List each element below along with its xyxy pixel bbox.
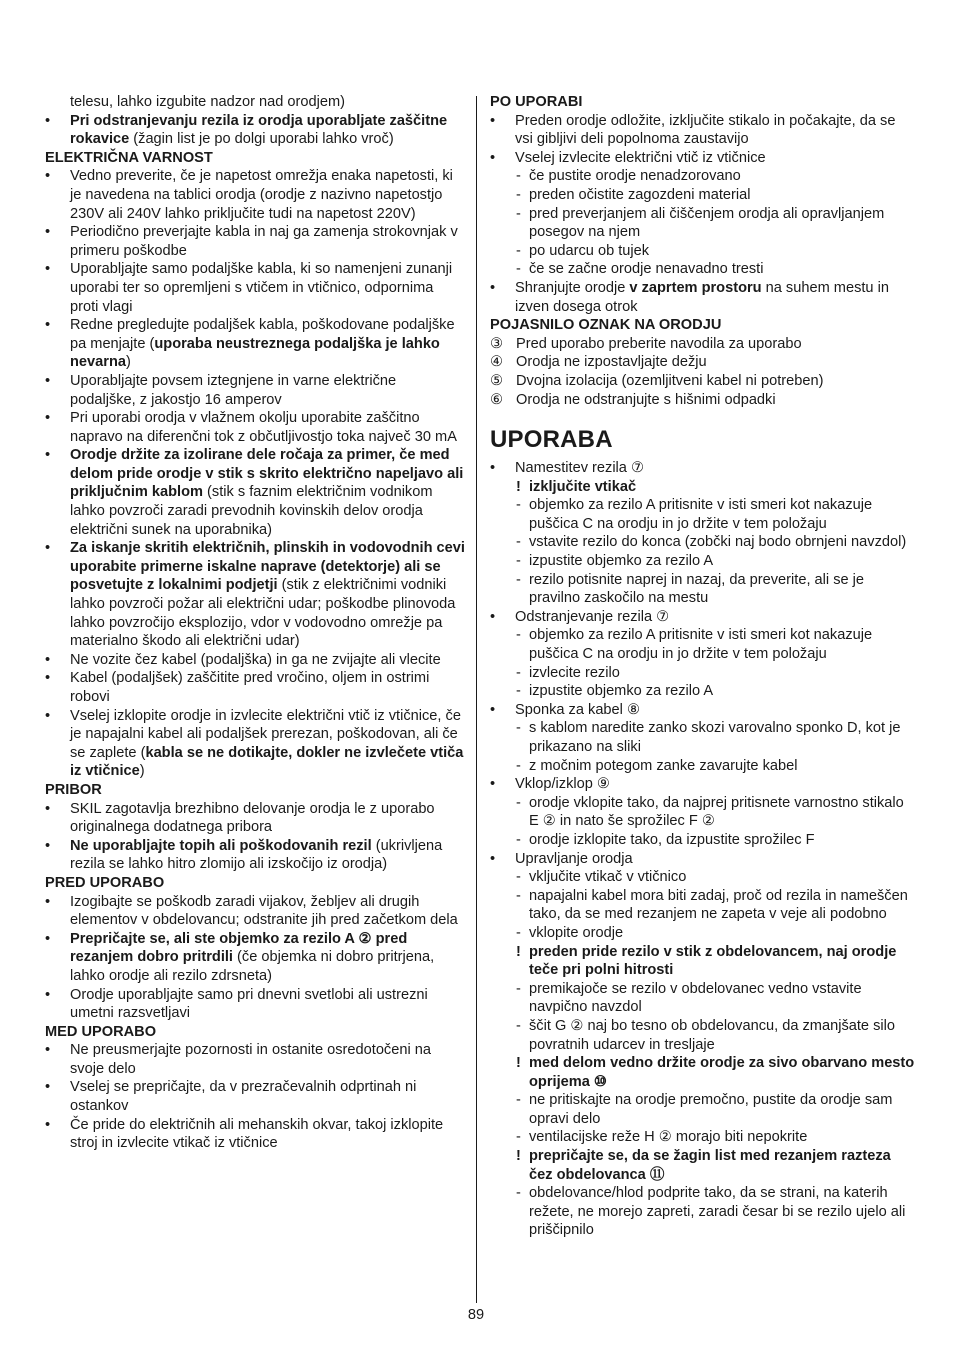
list-item: • Vklop/izklop ⑨: [490, 776, 611, 793]
list-item: • Periodično preverjajte kabla in naj ga zamenja strokovnjak v primeru poškodbe: [45, 224, 458, 259]
list-item: • Preden orodje odložite, izključite stikalo in počakajte, da se vsi gibljivi deli popolnoma zaustavijo: [490, 112, 896, 148]
list-item: • SKIL zagotavlja brezhibno delovanje orodja le z uporabo originalnega dodatnega pribora: [45, 800, 435, 836]
sub-item: - orodje izklopite tako, da izpustite sprožilec F: [516, 831, 815, 848]
sub-item: - pred preverjanjem ali čiščenjem orodja ali opravljanjem posegov na njem: [516, 205, 885, 241]
bullet: •: [45, 168, 51, 185]
bullet: •: [45, 670, 51, 687]
sub-item: - izpustite objemko za rezilo A: [516, 553, 714, 570]
bullet: •: [490, 701, 496, 718]
list-item: • Vselej izvlecite električni vtič iz vtičnice: [490, 149, 766, 166]
dash: -: [516, 794, 521, 811]
warning-mark: !: [516, 478, 521, 495]
bullet: •: [45, 261, 51, 278]
symbol-number: ④: [490, 354, 504, 371]
symbol-legend-item: ④ Orodja ne izpostavljajte dežju: [490, 354, 707, 371]
sub-item: - vstavite rezilo do konca (zobčki naj bodo obrnjeni navzdol): [516, 534, 907, 551]
section-heading: ELEKTRIČNA VARNOST: [45, 149, 213, 166]
bullet: •: [45, 224, 51, 241]
sub-item: - objemko za rezilo A pritisnite v isti smeri kot nakazuje puščica C na orodju in jo držite v tem položaju: [516, 627, 873, 663]
page-number: 89: [467, 1307, 485, 1323]
list-item: • Ne uporabljajte topih ali poškodovanih rezil (ukrivljena rezila se lahko hitro zlomijo ali izskočijo iz orodja): [45, 837, 443, 873]
dash: -: [516, 168, 521, 185]
dash: -: [516, 757, 521, 774]
symbol-number: ⑤: [490, 372, 504, 389]
sub-item: - rezilo potisnite naprej in nazaj, da preverite, ali se je pravilno zaskočilo na mestu: [516, 571, 865, 607]
bullet: •: [490, 608, 496, 625]
dash: -: [516, 869, 521, 886]
section-heading: PRED UPORABO: [45, 874, 165, 891]
dash: -: [516, 1185, 521, 1202]
list-item: • Orodje držite za izolirane dele ročaja za primer, če med delom pride orodje v stik s skrito električno napeljavo ali priključnim kablom (stik s faznim električnim vodnikom lahko povzroči zaradi prevodnih kovinskih delov orodja električni sunek na uporabnika): [45, 447, 464, 538]
bullet: •: [45, 1116, 51, 1133]
dash: -: [516, 627, 521, 644]
bullet: •: [45, 1079, 51, 1096]
list-item: • Upravljanje orodja: [490, 850, 633, 867]
bullet: •: [45, 930, 51, 947]
list-item: • Če pride do električnih ali mehanskih okvar, takoj izklopite stroj in izvlecite vtikač iz vtičnice: [45, 1116, 444, 1152]
dash: -: [516, 980, 521, 997]
left-column: [45, 93, 465, 1153]
bullet: •: [45, 800, 51, 817]
bullet: •: [45, 540, 51, 557]
dash: -: [516, 571, 521, 588]
sub-item: - obdelovance/hlod podprite tako, da se strani, na katerih režete, ne morejo zapreti, zaradi česar bi se rezilo ujelo ali priščipnilo: [516, 1185, 906, 1239]
list-item: • Ne vozite čez kabel (podaljška) in ga ne zvijajte ali vlecite: [45, 651, 441, 668]
list-item: • Ne preusmerjajte pozornosti in ostanite osredotočeni na svoje delo: [45, 1042, 431, 1077]
warning-item: ! preden pride rezilo v stik z obdelovancem, naj orodje teče pri polni hitrosti: [516, 943, 897, 979]
dash: -: [516, 497, 521, 514]
list-item: • Sponka za kabel ⑧: [490, 701, 641, 718]
sub-item: - vklopite orodje: [516, 924, 624, 941]
section-title: UPORABA: [490, 426, 613, 454]
warning-mark: !: [516, 1148, 521, 1165]
warning-item: ! izključite vtikač: [516, 478, 637, 495]
bullet: •: [45, 651, 51, 668]
bullet: •: [45, 112, 51, 129]
symbol-legend-item: ③ Pred uporabo preberite navodila za uporabo: [490, 335, 802, 352]
bullet: •: [45, 317, 51, 334]
dash: -: [516, 924, 521, 941]
list-item: • Vedno preverite, če je napetost omrežja enaka napetosti, ki je navedena na tablici orodja (orodje z nazivno napetostjo 230V ali 240V lahko priključite tudi na napetost 220V): [45, 168, 453, 222]
list-item: • Vselej izklopite orodje in izvlecite električni vtič iz vtičnice, če je napajalni kabel ali podaljšek prerezan, poškodovan, ali če se zaplete (kabla se ne dotikajte, dokler ne izvlečete vtiča iz vtičnice): [45, 707, 464, 780]
column-divider: [476, 96, 477, 1303]
bullet: •: [45, 410, 51, 427]
bullet: •: [45, 447, 51, 464]
list-item: • Uporabljajte povsem iztegnjene in varne električne podaljške, z jakostjo 16 amperov: [45, 372, 397, 408]
dash: -: [516, 534, 521, 551]
sub-item: - ščit G ② naj bo tesno ob obdelovancu, da zmanjšate silo povratnih udarcev in tresljaje: [516, 1017, 895, 1053]
list-item: • Namestitev rezila ⑦: [490, 460, 645, 477]
list-item: • Vselej se prepričajte, da v prezračevalnih odprtinah ni ostankov: [45, 1079, 417, 1115]
dash: -: [516, 186, 521, 203]
bullet: •: [45, 837, 51, 854]
section-heading: POJASNILO OZNAK NA ORODJU: [490, 317, 722, 334]
warning-mark: !: [516, 943, 521, 960]
bullet: •: [490, 776, 496, 793]
sub-item: - z močnim potegom zanke zavarujte kabel: [516, 757, 798, 774]
dash: -: [516, 664, 521, 681]
bullet: •: [45, 1042, 51, 1059]
dash: -: [516, 683, 521, 700]
warning-item: ! med delom vedno držite orodje za sivo obarvano mesto oprijema ⑩: [516, 1055, 915, 1090]
list-item: • Za iskanje skritih električnih, plinskih in vodovodnih cevi uporabite primerne iskalne naprave (detektorje) ali se posvetujte z lokalnimi podjetji (stik z električnimi vodniki lahko povzroči požar ali električni udar; poškodbe plinovoda lahko povzročijo eksplozijo, vdor v vodovodno omrežje pa materialno škodo ali električni udar): [45, 540, 465, 650]
warning-item: ! prepričajte se, da se žagin list med rezanjem razteza čez obdelovanca ⑪: [516, 1148, 891, 1183]
list-item: • Pri odstranjevanju rezila iz orodja uporabljate zaščitne rokavice (žagin list je po dolgi uporabi lahko vroč): [45, 112, 448, 148]
dash: -: [516, 205, 521, 222]
bullet: •: [45, 707, 51, 724]
section-heading: MED UPORABO: [45, 1023, 157, 1040]
list-item: • Orodje uporabljajte samo pri dnevni svetlobi ali ustrezni umetni razsvetljavi: [45, 986, 428, 1022]
sub-item: - ne pritiskajte na orodje premočno, pustite da orodje sam opravi delo: [516, 1092, 893, 1127]
bullet: •: [45, 893, 51, 910]
list-item: • Pri uporabi orodja v vlažnem okolju uporabite zaščitno napravo na diferenčni tok z občutljivostjo toka največ 30 mA: [45, 410, 457, 445]
continued-text: telesu, lahko izgubite nadzor nad orodjem): [70, 94, 346, 110]
sub-item: - če pustite orodje nenadzorovano: [516, 168, 741, 185]
dash: -: [516, 1017, 521, 1034]
dash: -: [516, 1129, 521, 1146]
sub-item: - ventilacijske reže H ② morajo biti nepokrite: [516, 1129, 808, 1146]
bullet: •: [490, 149, 496, 166]
sub-item: - izpustite objemko za rezilo A: [516, 683, 714, 700]
list-item: • Prepričajte se, ali ste objemko za rezilo A ② pred rezanjem dobro pritrdili (če objemka ni dobro pritrjena, lahko orodje ali rezilo zdrsneta): [45, 930, 435, 984]
sub-item: - premikajoče se rezilo v obdelovanec vedno vstavite navpično navzdol: [516, 980, 862, 1016]
sub-item: - napajalni kabel mora biti zadaj, proč od rezila in nameščen tako, da se med rezanjem ne zapeta v veje ali podobno: [516, 887, 908, 923]
symbol-number: ③: [490, 335, 504, 352]
dash: -: [516, 261, 521, 278]
list-item: • Kabel (podaljšek) zaščitite pred vročino, oljem in ostrimi robovi: [45, 670, 430, 705]
list-item: • Redne pregledujte podaljšek kabla, poškodovane podaljške pa menjajte (uporaba neustreznega podaljška je lahko nevarna): [45, 317, 455, 371]
symbol-legend-item: ⑤ Dvojna izolacija (ozemljitveni kabel ni potreben): [490, 372, 824, 389]
dash: -: [516, 831, 521, 848]
dash: -: [516, 887, 521, 904]
bullet: •: [490, 112, 496, 129]
bullet: •: [45, 986, 51, 1003]
bullet: •: [490, 460, 496, 477]
bullet: •: [490, 279, 496, 296]
symbol-number: ⑥: [490, 391, 504, 408]
list-item: • Izogibajte se poškodb zaradi vijakov, žebljev ali drugih elementov v obdelovancu; odstranite jih pred začetkom dela: [45, 893, 458, 929]
list-item: • Odstranjevanje rezila ⑦: [490, 608, 670, 625]
section-heading: PO UPORABI: [490, 94, 583, 110]
sub-item: - izvlecite rezilo: [516, 664, 620, 681]
sub-item: - po udarcu ob tujek: [516, 242, 650, 259]
dash: -: [516, 720, 521, 737]
warning-mark: !: [516, 1055, 521, 1072]
dash: -: [516, 242, 521, 259]
dash: -: [516, 553, 521, 570]
sub-item: - orodje vklopite tako, da najprej pritisnete varnostno stikalo E ② in nato še sprožilec F ②: [516, 794, 904, 830]
sub-item: - s kablom naredite zanko skozi varovalno sponko D, kot je prikazano na sliki: [516, 720, 901, 755]
list-item: • Uporabljajte samo podaljške kabla, ki so namenjeni zunanji uporabi ter so opremljeni s vtičem in vtičnico, odpornima proti vlagi: [45, 261, 453, 315]
right-column: [490, 93, 915, 1240]
symbol-legend-item: ⑥ Orodja ne odstranjujte s hišnimi odpadki: [490, 391, 776, 408]
bullet: •: [45, 372, 51, 389]
list-item: • Shranjujte orodje v zaprtem prostoru na suhem mestu in izven dosega otrok: [490, 279, 889, 315]
sub-item: - objemko za rezilo A pritisnite v isti smeri kot nakazuje puščica C na orodju in jo držite v tem položaju: [516, 497, 873, 532]
bullet: •: [490, 850, 496, 867]
sub-item: - vključite vtikač v vtičnico: [516, 869, 687, 886]
dash: -: [516, 1092, 521, 1109]
section-heading: PRIBOR: [45, 781, 102, 798]
sub-item: - preden očistite zagozdeni material: [516, 186, 751, 203]
sub-item: - če se začne orodje nenavadno tresti: [516, 261, 764, 278]
